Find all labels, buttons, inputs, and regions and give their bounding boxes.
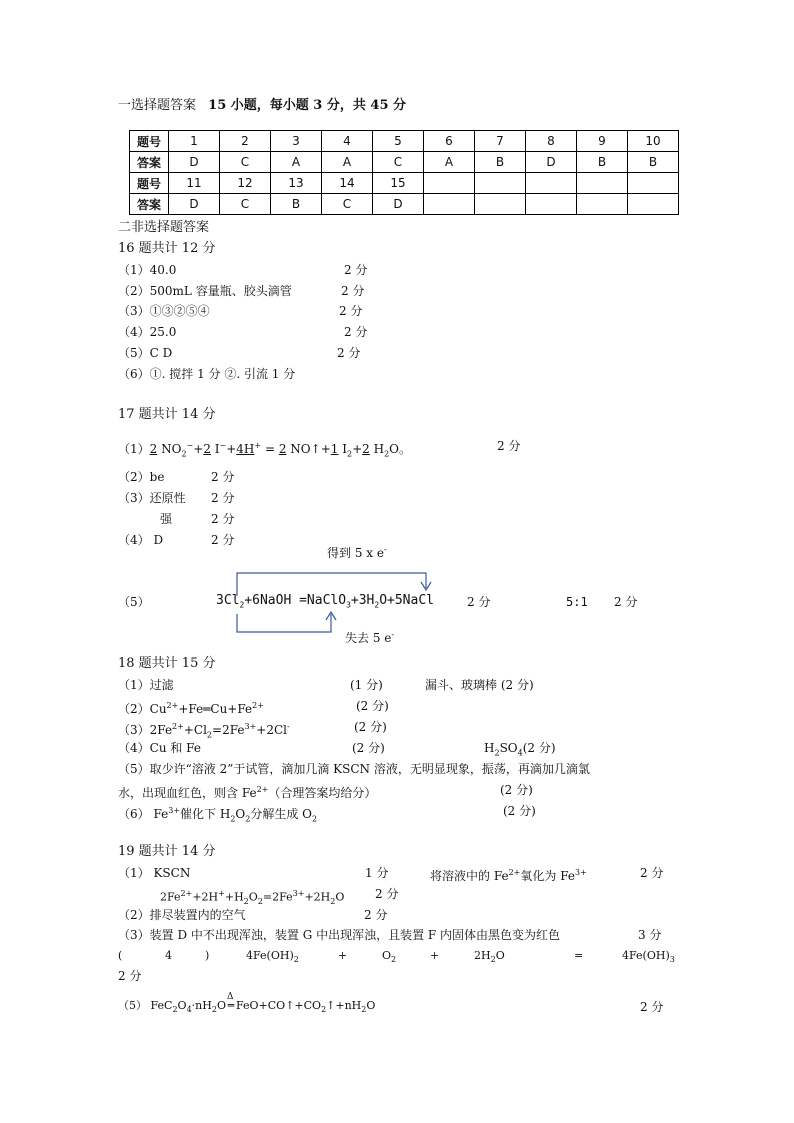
q16-item-5: （5）C D [118,346,173,360]
table-cell: 11 [169,173,220,194]
text: 将溶液中的 Fe [430,869,509,883]
coef-3: 4H [236,442,255,456]
table-cell [424,194,475,215]
sup: + [254,441,262,450]
text: 催化下 H [180,807,231,821]
sub: 2 [245,814,251,824]
sub: 2 [490,955,496,965]
q19-item-4-num: 4 [165,949,172,962]
table-cell: C [373,152,424,173]
text: +2H [304,890,331,904]
q19-score-3: 3 分 [638,928,662,942]
text: +Cl [183,723,207,737]
plus: + [320,442,331,456]
table-cell: A [271,152,322,173]
text: 4Fe(OH) [246,949,294,962]
table-cell: 15 [373,173,424,194]
text: O [177,999,187,1012]
q19-item-4-product [622,949,675,967]
text: +Fe═Cu+Fe [178,702,253,716]
text: ↑+nH [326,999,362,1012]
q18-score-1: (1 分) [350,678,383,692]
answer-table [129,130,679,215]
q18-title: 18 题共计 15 分 [118,656,216,671]
q17-item-3: （3）还原性 [118,491,186,505]
q18-item-2 [118,698,264,717]
coef-5: 1 [330,442,339,456]
table-cell: 2 [220,131,271,152]
q17-eq-score: 2 分 [497,439,521,453]
text: (2 分) [522,741,556,755]
q18-item-5: （5）取少许“溶液 2”于试管，滴加几滴 KSCN 溶液，无明显现象，振荡，再滴加几滴氯 [118,762,590,776]
q19-item-4-reactant1 [246,949,299,967]
lose-electrons-label [345,627,394,646]
text: O [248,890,258,904]
table-cell: D [373,194,424,215]
table-cell: D [526,152,577,173]
sub: 4 [517,748,523,758]
text: 氧化为 Fe [520,869,575,883]
table-cell: B [271,194,322,215]
sub: 2 [293,955,299,965]
text: （5） FeC [118,999,173,1012]
text: 2Fe [160,890,181,904]
table-cell: A [424,152,475,173]
sub: 2 [239,600,245,610]
q19-item-4-reactant2 [382,949,396,967]
sub: 2 [211,1005,217,1015]
section2-title: 二非选择题答案 [118,220,210,235]
species-2: I [214,442,220,456]
plus: + [193,442,204,456]
table-cell: 14 [322,173,373,194]
table-cell: 12 [220,173,271,194]
sub: 3 [346,600,351,610]
species-4: NO↑ [290,442,321,456]
q17-score-3b: 2 分 [211,512,235,526]
q16-score-5: 2 分 [337,346,361,360]
text: =2Fe [262,890,293,904]
sup: - [383,545,387,554]
species-5: I [342,442,347,456]
lose-text: 失去 5 e [345,631,392,645]
q18-score-6: (2 分) [503,804,536,818]
table-row [130,131,679,152]
q19-item-3: （3）装置 D 中不出现浑浊，装置 G 中出现浑浊，且装置 F 内固体由黑色变为红色 [118,928,561,942]
table-cell [577,173,628,194]
q18-score-5: (2 分) [500,783,533,797]
sup: 2+ [172,722,184,731]
sub: 2 [391,955,397,965]
text: （3）2Fe [118,723,173,737]
q19-equation-1 [160,887,344,909]
q16-score-3: 2 分 [339,304,363,318]
table-cell: 9 [577,131,628,152]
sup: 3+ [292,889,305,898]
table-cell: C [220,152,271,173]
q19-score-4: 2 分 [118,969,142,983]
table-cell: 答案 [130,194,169,215]
coef-4: 2 [278,442,287,456]
sup: + [218,889,225,898]
q18-score-4: (2 分) [352,741,385,755]
sup: 2+ [256,785,269,794]
sub: 2 [230,814,236,824]
q19-score-2: 2 分 [364,908,388,922]
plus: + [352,442,363,456]
gain-electrons-label [327,542,387,561]
q16-score-2: 2 分 [341,284,365,298]
table-cell: 8 [526,131,577,152]
q17-prefix: （1） [118,442,150,456]
sup: 3+ [168,806,181,815]
q17-equation-1 [118,438,411,462]
q17-item-5: （5） [118,595,150,609]
text: +2Cl [256,723,287,737]
sub: 4 [186,1005,192,1015]
species-6b: O。 [389,442,412,456]
species-1: NO [161,442,182,456]
table-cell: D [169,194,220,215]
sub: 2 [494,748,500,758]
q19-score-1b: 2 分 [640,866,664,880]
q19-item-4-open: ( [118,949,123,962]
equals: ═ [227,999,235,1012]
coef-2: 2 [203,442,211,456]
table-cell: B [475,152,526,173]
text: O [335,890,345,904]
table-cell: C [220,194,271,215]
q19-item-1: （1） KSCN [118,866,191,880]
q16-score-4: 2 分 [344,325,368,339]
text: 2H [474,949,491,962]
q18-item-5b [118,782,376,801]
delta-icon: Δ [226,992,234,1002]
table-cell [526,173,577,194]
q19-eq-score: 2 分 [375,887,399,901]
table-row [130,152,679,173]
eq-part: +6NaOH =NaClO [244,593,347,608]
text: O [216,999,226,1012]
text: （2）Cu [118,702,167,716]
text: （合理答案均给分） [268,786,377,800]
sub: 3 [669,955,675,965]
eq-part: +3H [350,593,375,608]
table-cell: 3 [271,131,322,152]
q18-score-2: (2 分) [356,699,389,713]
table-cell: 10 [628,131,679,152]
table-cell: D [169,152,220,173]
text: 分解生成 O [250,807,312,821]
sup: 2+ [166,701,179,710]
heat-condition [226,992,236,1013]
sub: 2 [346,449,353,459]
table-cell: B [577,152,628,173]
text: O [382,949,392,962]
text: O [366,999,376,1012]
text: FeO+CO↑+CO [235,999,322,1012]
text: +H [224,890,244,904]
plus: + [226,442,237,456]
sub: 2 [374,600,380,610]
q17-ratio: 5:1 [566,595,588,609]
q19-item-4-plus1: + [338,949,348,962]
sup: 2+ [252,701,264,710]
eq-part: 3Cl [216,593,240,608]
sup: 2+ [180,889,193,898]
sub: 2 [330,896,336,906]
text: 水，出现血红色，则含 Fe [118,786,257,800]
q19-item-2: （2）排尽装置内的空气 [118,908,246,922]
q19-item-5 [118,992,376,1017]
table-cell: 5 [373,131,424,152]
sup: - [287,722,290,731]
sup: 3+ [244,722,257,731]
text: O [235,807,246,821]
sup: − [219,441,227,450]
sub: 2 [321,1005,327,1015]
equals: = [264,442,275,456]
q18-item-6 [118,803,317,827]
q17-item-2: （2）be [118,470,165,484]
q17-ratio-score: 2 分 [614,595,638,609]
q18-score-3: (2 分) [354,720,387,734]
section1-title-text: 一选择题答案 [118,98,197,113]
sub: 2 [206,730,213,740]
sub: 2 [312,814,318,824]
sup: − [186,441,194,450]
table-cell [577,194,628,215]
table-cell [424,173,475,194]
q17-item-4: （4） D [118,533,164,547]
table-cell: 题号 [130,131,169,152]
table-cell: 4 [322,131,373,152]
table-row [130,173,679,194]
section1-title [118,98,406,114]
table-cell: 13 [271,173,322,194]
table-cell [526,194,577,215]
table-cell [628,173,679,194]
q16-item-3: （3）①③②⑤④ [118,304,210,318]
sub: 2 [243,896,249,906]
sub: 2 [384,449,390,459]
q17-title: 17 题共计 14 分 [118,407,216,422]
q19-item-4-close: ) [205,949,210,962]
lose-arrow-line [237,614,331,632]
sub: 2 [257,896,263,906]
table-cell: C [322,194,373,215]
q19-item-4-reactant3 [474,949,505,967]
table-cell: 6 [424,131,475,152]
sup: 3+ [574,868,587,877]
q16-item-4: （4）25.0 [118,325,177,339]
section1-summary: 15 小题，每小题 3 分，共 45 分 [208,98,407,113]
table-cell: B [628,152,679,173]
text: 4Fe(OH) [622,949,670,962]
q18-item-4b [484,740,556,761]
q17-score-4: 2 分 [211,533,235,547]
text: ·nH [191,999,212,1012]
table-row [130,194,679,215]
table-cell: 1 [169,131,220,152]
eq-part: O+5NaCl [379,593,434,608]
table-cell: A [322,152,373,173]
sup: 2+ [508,868,521,877]
table-cell: 答案 [130,152,169,173]
text: （6） Fe [118,807,169,821]
q17-score-5: 2 分 [467,595,491,609]
q17-item-3b: 强 [160,512,173,526]
coef-6: 2 [362,442,370,456]
q19-title: 19 题共计 14 分 [118,844,216,859]
q17-redox-equation [216,593,434,610]
q16-score-1: 2 分 [344,263,368,277]
q18-item-1: （1）过滤 [118,678,174,692]
text: +2H [192,890,219,904]
q16-item-6: （6）①. 搅拌 1 分 ②. 引流 1 分 [118,367,296,381]
q16-title: 16 题共计 12 分 [118,241,216,256]
q17-score-3: 2 分 [211,491,235,505]
table-cell [475,173,526,194]
coef-1: 2 [149,442,158,456]
table-cell: 题号 [130,173,169,194]
sup: - [391,630,395,639]
gain-text: 得到 5 x e [327,546,384,560]
q16-item-1: （1）40.0 [118,263,177,277]
q18-item-1b: 漏斗、玻璃棒 (2 分) [425,678,534,692]
table-cell [475,194,526,215]
q19-item-1b [430,865,587,884]
species-6: H [373,442,385,456]
q18-item-4: （4）Cu 和 Fe [118,741,201,755]
table-cell [628,194,679,215]
q19-score-1: 1 分 [365,866,389,880]
sub: 2 [172,1005,178,1015]
q19-item-4-plus2: + [430,949,440,962]
q19-score-5: 2 分 [640,1000,664,1014]
q19-item-4-equals: = [574,949,584,962]
q16-item-2: （2）500mL 容量瓶、胶头滴管 [118,284,292,298]
q17-score-2: 2 分 [211,470,235,484]
text: H [484,741,495,755]
text: SO [499,741,518,755]
sub: 2 [181,449,187,459]
text: =2Fe [212,723,245,737]
sub: 2 [361,1005,367,1015]
table-cell: 7 [475,131,526,152]
text: O [495,949,505,962]
